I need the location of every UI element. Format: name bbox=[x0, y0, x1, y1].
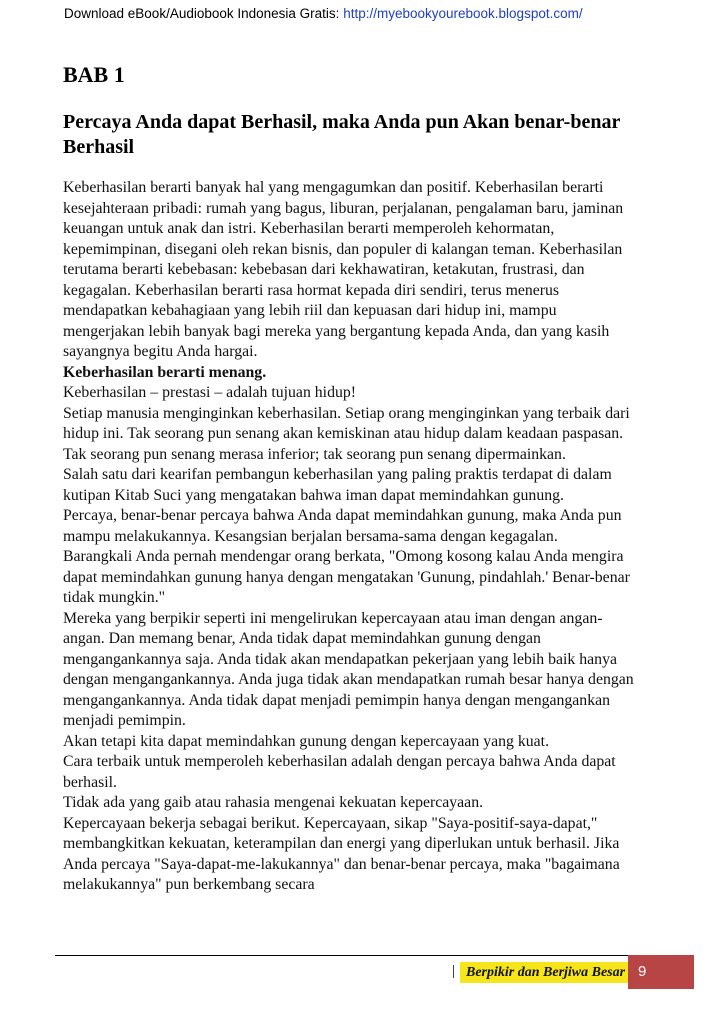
paragraph: Akan tetapi kita dapat memindahkan gunung dengan kepercayaan yang kuat. bbox=[63, 732, 550, 750]
paragraph: Keberhasilan – prestasi – adalah tujuan hidup! bbox=[63, 384, 357, 401]
page-number: 9 bbox=[638, 963, 647, 980]
paragraph-bold: Keberhasilan berarti menang. bbox=[63, 363, 267, 381]
paragraph: Tidak ada yang gaib atau rahasia mengenai kekuatan kepercayaan. bbox=[63, 794, 484, 811]
paragraph: Barangkali Anda pernah mendengar orang berkata, "Omong kosong kalau Anda mengira dapat memindahkan gunung hanya dengan mengatakan 'Gunung, pindahlah.' Benar-benar tidak mungkin." bbox=[63, 548, 630, 606]
paragraph: Cara terbaik untuk memperoleh keberhasilan adalah dengan percaya bahwa Anda dapat berhasil. bbox=[63, 753, 616, 791]
paragraph: Kepercayaan bekerja sebagai berikut. Kepercayaan, sikap "Saya-positif-saya-dapat," membangkitkan kekuatan, keterampilan dan energi yang diperlukan untuk berhasil. Jika Anda percaya "Saya-dapat-me-lakukannya" dan benar-benar percaya, maka "bagaimana melakukannya" pun berkembang secara bbox=[63, 814, 620, 893]
paragraph: Percaya, benar-benar percaya bahwa Anda dapat memindahkan gunung, maka Anda pun mampu melakukannya. Kesangsian berjalan bersama-sama dengan kegagalan. bbox=[63, 507, 622, 545]
footer-separator: | bbox=[452, 963, 456, 979]
paragraph: Mereka yang berpikir seperti ini mengelirukan kepercayaan atau iman dengan angan-angan. Dan memang benar, Anda tidak dapat memindahkan gunung dengan mengangankannya saja. Anda tidak akan mendapatkan pekerjaan yang lebih baik hanya dengan mengangankannya. Anda juga tidak akan mendapatkan rumah besar hanya dengan mengangankannya. Anda tidak dapat menjadi pemimpin hanya dengan mengangankan menjadi pemimpin. bbox=[63, 609, 634, 729]
header-prefix: Download eBook/Audiobook Indonesia Gratis: bbox=[64, 6, 340, 21]
header-url-link[interactable]: http://myebookyourebook.blogspot.com/ bbox=[343, 6, 583, 21]
body-text bbox=[63, 178, 635, 896]
download-header bbox=[64, 6, 684, 21]
chapter-heading: BAB 1 bbox=[63, 62, 125, 87]
book-title-label: Berpikir dan Berjiwa Besar bbox=[460, 962, 631, 983]
paragraph: Keberhasilan berarti banyak hal yang mengagumkan dan positif. Keberhasilan berarti kesejahteraan pribadi: rumah yang bagus, liburan, perjalanan, pengalaman baru, jaminan keuangan untuk anak dan istri. Keberhasilan berarti memperoleh kehormatan, kepemimpinan, disegani oleh rekan bisnis, dan populer di kalangan teman. Keberhasilan terutama berarti kebebasan: kebebasan dari kekhawatiran, ketakutan, frustrasi, dan kegagalan. Keberhasilan berarti rasa hormat kepada diri sendiri, terus menerus mendapatkan kebahagiaan yang lebih riil dan kepuasan dari hidup ini, mampu mengerjakan lebih banyak bagi mereka yang bergantung kepada Anda, dan yang kasih sayangnya begitu Anda hargai. bbox=[63, 179, 624, 360]
paragraph: Setiap manusia menginginkan keberhasilan. Setiap orang menginginkan yang terbaik dari hidup ini. Tak seorang pun senang akan kemiskinan atau hidup dalam keadaan paspasan. Tak seorang pun senang merasa inferior; tak seorang pun senang dipermainkan. bbox=[63, 404, 630, 463]
chapter-title: Percaya Anda dapat Berhasil, maka Anda pun Akan benar-benar Berhasil bbox=[63, 111, 620, 158]
page-number-box bbox=[628, 955, 694, 989]
paragraph: Salah satu dari kearifan pembangun keberhasilan yang paling praktis terdapat di dalam kutipan Kitab Suci yang mengatakan bahwa iman dapat memindahkan gunung. bbox=[63, 466, 612, 504]
footer-divider bbox=[55, 955, 630, 956]
